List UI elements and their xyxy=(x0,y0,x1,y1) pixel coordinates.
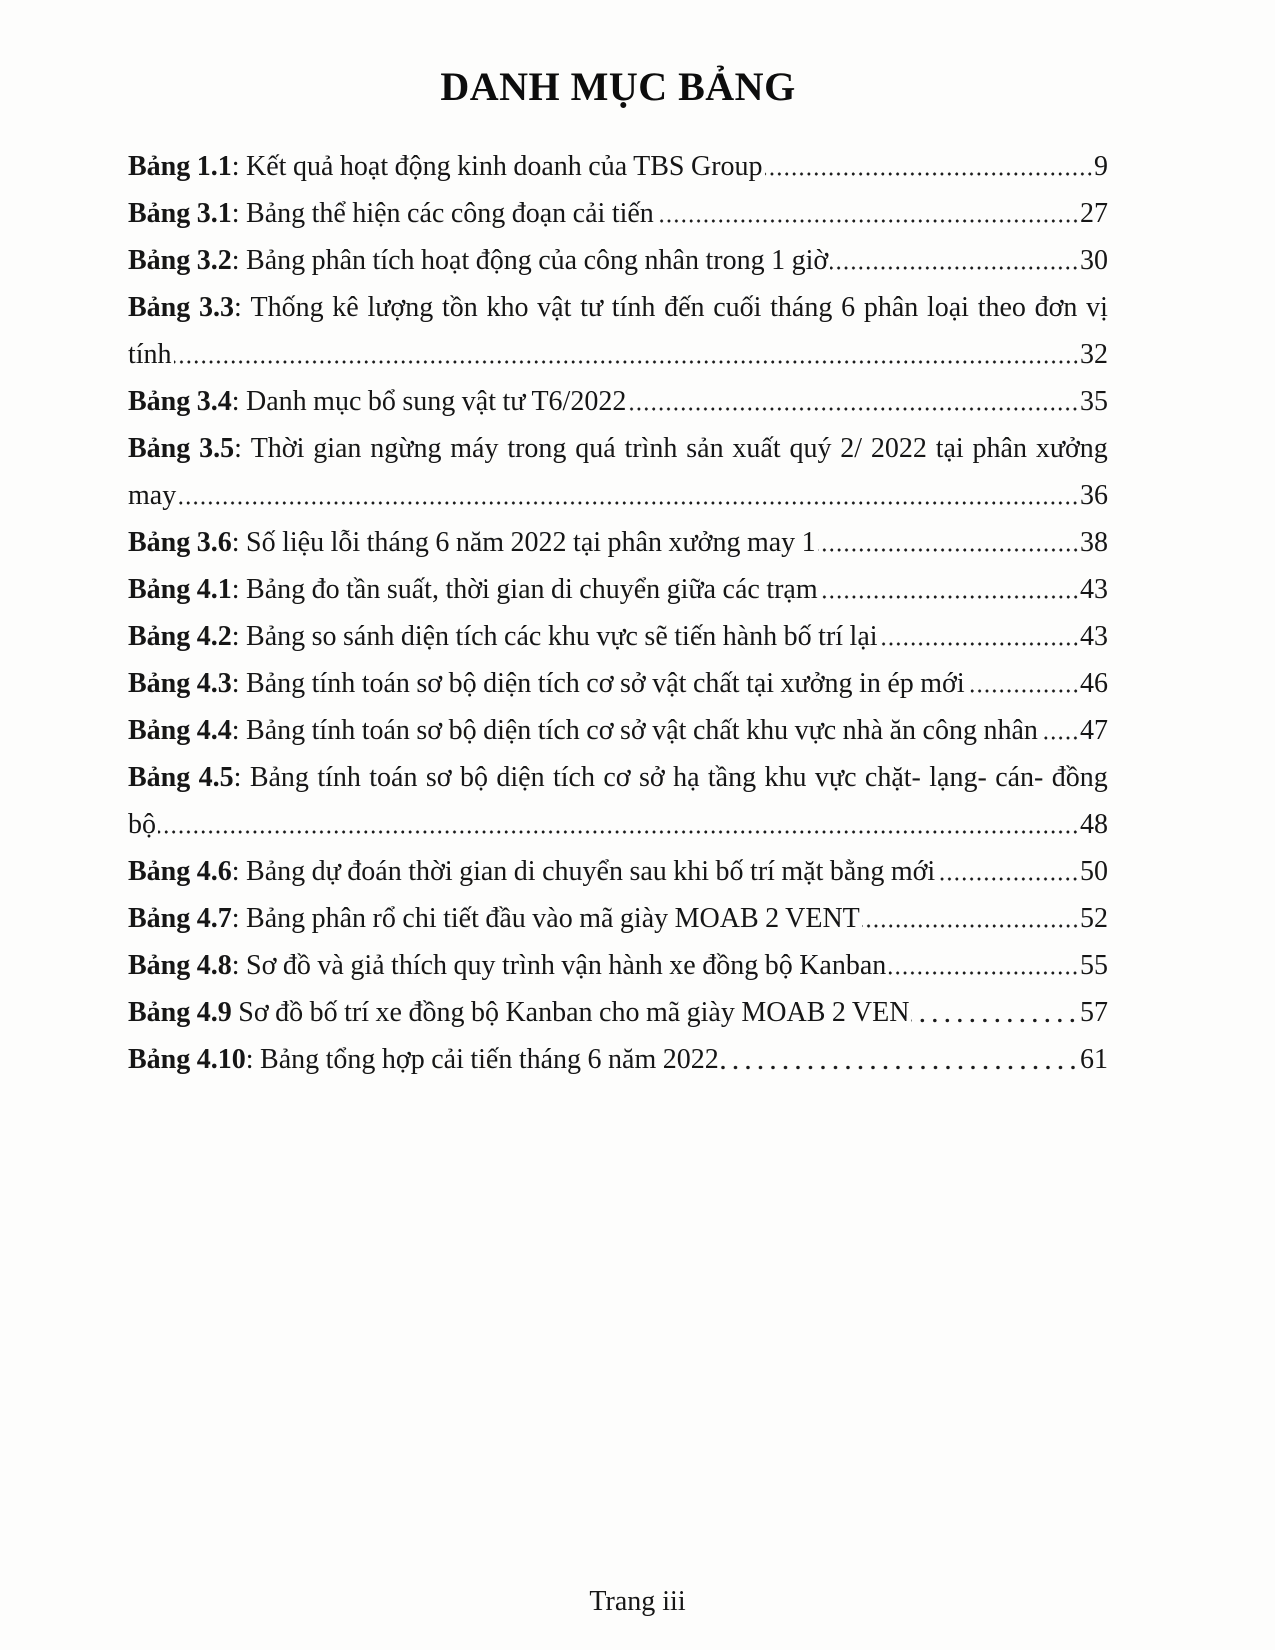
dot-leader-icon xyxy=(830,237,1080,284)
entry-title-word: tư xyxy=(580,292,604,323)
entry-title: : Bảng dự đoán thời gian di chuyển sau khi bố trí mặt bằng mới xyxy=(231,856,936,887)
entry-text xyxy=(128,143,763,190)
entry-title-word: ngừng xyxy=(370,433,442,464)
entry-title-word: toán xyxy=(369,762,418,793)
entry-title: : Bảng so sánh diện tích các khu vực sẽ tiến hành bố trí lại xyxy=(231,621,878,652)
entry-title-word: sản xyxy=(686,433,724,464)
page-number: 52 xyxy=(1080,903,1108,934)
entry-title-word: hạ xyxy=(673,762,700,793)
toc-entry-line xyxy=(128,707,1108,754)
entry-title-word: xưởng xyxy=(1035,433,1108,464)
toc-entry xyxy=(128,566,1108,613)
entry-title-word: tại xyxy=(935,433,964,464)
entry-title-word: 2/ xyxy=(840,433,863,464)
entry-label: Bảng 4.3 xyxy=(128,668,232,699)
entry-title-word: cán- xyxy=(995,762,1044,793)
entry-title-word: lượng xyxy=(367,292,434,323)
toc-entry-line xyxy=(128,895,1108,942)
toc-entry xyxy=(128,660,1108,707)
toc-entry-line xyxy=(128,942,1108,989)
page-number: 61 xyxy=(1080,1044,1108,1075)
entry-title-word: sơ xyxy=(425,762,452,793)
toc-entry xyxy=(128,378,1108,425)
toc-entry-line xyxy=(128,378,1108,425)
entry-title-word: lạng- xyxy=(929,762,987,793)
toc-entry-line xyxy=(128,519,1108,566)
toc-entry-line xyxy=(128,848,1108,895)
toc-entry-line xyxy=(128,613,1108,660)
entry-title: : Bảng phân rổ chi tiết đầu vào mã giày MOAB 2 VENT xyxy=(231,903,860,934)
entry-label: Bảng 4.1 xyxy=(128,574,232,605)
entry-label: Bảng 4.2 xyxy=(128,621,232,652)
dot-leader-icon xyxy=(628,378,1080,425)
dot-leader-icon xyxy=(178,472,1080,519)
entry-title-word: bộ xyxy=(459,762,488,793)
entry-title-word: loại xyxy=(926,292,969,323)
entry-text xyxy=(128,848,935,895)
entry-title-word: 2022 xyxy=(870,433,927,464)
entry-text xyxy=(128,190,654,237)
toc-entry-line xyxy=(128,472,1108,519)
dot-leader-icon xyxy=(158,801,1080,848)
page-title: DANH MỤC BẢNG xyxy=(440,64,796,109)
entry-title-word: cuối xyxy=(713,292,762,323)
toc-entry xyxy=(128,754,1108,848)
entry-label: Bảng 4.8 xyxy=(128,950,232,981)
entry-title-word: kho xyxy=(486,292,529,323)
dot-leader-icon xyxy=(862,895,1080,942)
page-number: 57 xyxy=(1080,997,1108,1028)
toc-entry-line xyxy=(128,331,1108,378)
page-number: 43 xyxy=(1080,621,1108,652)
entry-label: Bảng xyxy=(128,292,191,323)
entry-title: : Danh mục bổ sung vật tư T6/2022 xyxy=(231,386,627,417)
entry-title-word: 6 xyxy=(841,292,856,323)
entry-title: : Bảng thể hiện các công đoạn cải tiến xyxy=(231,198,654,229)
toc-entry xyxy=(128,942,1108,989)
dot-leader-icon xyxy=(888,942,1080,989)
dot-leader-icon xyxy=(911,989,1080,1036)
toc-entry-line xyxy=(128,237,1108,284)
entry-title-word: khu xyxy=(764,762,807,793)
entry-text xyxy=(128,331,172,378)
entry-label: Bảng 3.2 xyxy=(128,245,232,276)
page-number: 32 xyxy=(1080,339,1108,370)
dot-leader-icon xyxy=(937,848,1080,895)
entry-label: Bảng 4.6 xyxy=(128,856,232,887)
entry-title-word: Thời xyxy=(250,433,305,464)
entry-title: : Sơ đồ và giả thích quy trình vận hành xe đồng bộ Kanban xyxy=(231,950,887,981)
page-number: 48 xyxy=(1080,809,1108,840)
entry-title-word: tháng xyxy=(770,292,833,323)
page-number: 46 xyxy=(1080,668,1108,699)
entry-title-word: phân xyxy=(972,433,1027,464)
entry-label: Bảng xyxy=(128,762,191,793)
toc-entry xyxy=(128,613,1108,660)
entry-title-word: theo xyxy=(977,292,1026,323)
entry-title: : Bảng đo tần suất, thời gian di chuyển giữa các trạm xyxy=(231,574,818,605)
dot-leader-icon xyxy=(880,613,1080,660)
page-number: 38 xyxy=(1080,527,1108,558)
toc-entry-line xyxy=(128,425,1108,472)
entry-label: Bảng 3.1 xyxy=(128,198,232,229)
page-number: 47 xyxy=(1080,715,1108,746)
entry-label: 3.5: xyxy=(199,433,242,464)
entry-label: Bảng 4.4 xyxy=(128,715,232,746)
toc-entry-line xyxy=(128,801,1108,848)
entry-label: 3.3: xyxy=(198,292,242,323)
dot-leader-icon xyxy=(818,519,1080,566)
entry-label: Bảng 4.10 xyxy=(128,1044,246,1075)
page-number: 55 xyxy=(1080,950,1108,981)
entry-title-word: vị xyxy=(1086,292,1108,323)
entry-text xyxy=(128,989,909,1036)
toc-entry xyxy=(128,425,1108,519)
toc-entry-line xyxy=(128,284,1108,331)
entry-title-word: phân xyxy=(863,292,919,323)
dot-leader-icon xyxy=(174,331,1080,378)
entry-title-word: tồn xyxy=(441,292,478,323)
entry-text xyxy=(128,895,860,942)
entry-title-word: diện xyxy=(496,762,545,793)
page-number: 43 xyxy=(1080,574,1108,605)
entry-title-word: sở xyxy=(638,762,665,793)
entry-title-word: cơ xyxy=(603,762,631,793)
toc-entry xyxy=(128,519,1108,566)
entry-label: Bảng xyxy=(128,433,191,464)
toc-entry xyxy=(128,143,1108,190)
entry-title-word: gian xyxy=(313,433,362,464)
entry-title-word: kê xyxy=(332,292,359,323)
entry-title-word: xuất xyxy=(732,433,781,464)
dot-leader-icon xyxy=(721,1036,1080,1083)
entry-label: 4.5: xyxy=(198,762,242,793)
toc-entry xyxy=(128,895,1108,942)
toc-entry xyxy=(128,707,1108,754)
toc-entry-line xyxy=(128,660,1108,707)
toc-entry xyxy=(128,848,1108,895)
dot-leader-icon xyxy=(656,190,1080,237)
entry-text xyxy=(128,519,816,566)
entry-text xyxy=(128,942,886,989)
toc-entry xyxy=(128,284,1108,378)
toc-entry-line xyxy=(128,754,1108,801)
page-footer: Trang iii xyxy=(589,1586,686,1617)
entry-label: Bảng 4.7 xyxy=(128,903,232,934)
entry-label: Bảng 3.6 xyxy=(128,527,232,558)
entry-title: Sơ đồ bố trí xe đồng bộ Kanban cho mã giày MOAB 2 VEN xyxy=(231,997,910,1028)
entry-title: may xyxy=(128,480,177,511)
entry-title-word: tích xyxy=(552,762,595,793)
dot-leader-icon xyxy=(967,660,1080,707)
entry-title-word: vật xyxy=(537,292,572,323)
entry-title: tính xyxy=(128,339,172,370)
toc-entry xyxy=(128,1036,1108,1083)
entry-title: bộ xyxy=(128,809,156,840)
entry-title: : Bảng tính toán sơ bộ diện tích cơ sở vật chất khu vực nhà ăn công nhân xyxy=(231,715,1038,746)
toc-entry-line xyxy=(128,190,1108,237)
entry-text xyxy=(128,237,828,284)
entry-title: : Kết quả hoạt động kinh doanh của TBS Group xyxy=(231,151,763,182)
page-number: 35 xyxy=(1080,386,1108,417)
entry-label: Bảng 3.4 xyxy=(128,386,232,417)
entry-title-word: đồng xyxy=(1051,762,1108,793)
entry-text xyxy=(128,566,818,613)
entry-text xyxy=(128,1036,719,1083)
entry-text xyxy=(128,472,176,519)
entry-title-word: vực xyxy=(814,762,857,793)
entry-label: Bảng 4.9 xyxy=(128,997,232,1028)
entry-text xyxy=(128,378,626,425)
dot-leader-icon xyxy=(1040,707,1080,754)
entry-title-word: Thống xyxy=(250,292,324,323)
dot-leader-icon xyxy=(765,143,1094,190)
dot-leader-icon xyxy=(820,566,1080,613)
entry-title-word: máy xyxy=(450,433,499,464)
entry-title: : Bảng tổng hợp cải tiến tháng 6 năm 2022 xyxy=(245,1044,719,1075)
entry-title-word: quá xyxy=(575,433,616,464)
entry-text xyxy=(128,801,156,848)
entry-text xyxy=(128,613,878,660)
toc-entry xyxy=(128,190,1108,237)
toc-entry-line xyxy=(128,143,1108,190)
entry-title-word: Bảng xyxy=(249,762,309,793)
toc-entry xyxy=(128,989,1108,1036)
entry-title-word: trong xyxy=(507,433,567,464)
page-number: 9 xyxy=(1094,151,1108,182)
entry-title-word: quý xyxy=(789,433,832,464)
page-number: 27 xyxy=(1080,198,1108,229)
entry-title: : Bảng tính toán sơ bộ diện tích cơ sở vật chất tại xưởng in ép mới xyxy=(231,668,965,699)
entry-title-word: trình xyxy=(624,433,678,464)
toc-entry-line xyxy=(128,566,1108,613)
entry-label: Bảng 1.1 xyxy=(128,151,232,182)
page-number: 30 xyxy=(1080,245,1108,276)
page-number: 36 xyxy=(1080,480,1108,511)
entry-text xyxy=(128,660,965,707)
entry-title-word: đến xyxy=(664,292,705,323)
entry-title-word: tính xyxy=(317,762,361,793)
entry-title: : Bảng phân tích hoạt động của công nhân trong 1 giờ xyxy=(231,245,829,276)
entry-title: : Số liệu lỗi tháng 6 năm 2022 tại phân xưởng may 1 xyxy=(231,527,816,558)
page-number: 50 xyxy=(1080,856,1108,887)
entry-title-word: tầng xyxy=(707,762,757,793)
toc-entry-line xyxy=(128,1036,1108,1083)
toc-entry xyxy=(128,237,1108,284)
toc-entry-line xyxy=(128,989,1108,1036)
list-of-tables xyxy=(128,143,1108,1083)
entry-text xyxy=(128,707,1038,754)
entry-title-word: đơn xyxy=(1034,292,1078,323)
entry-title-word: tính xyxy=(611,292,656,323)
entry-title-word: chặt- xyxy=(864,762,921,793)
